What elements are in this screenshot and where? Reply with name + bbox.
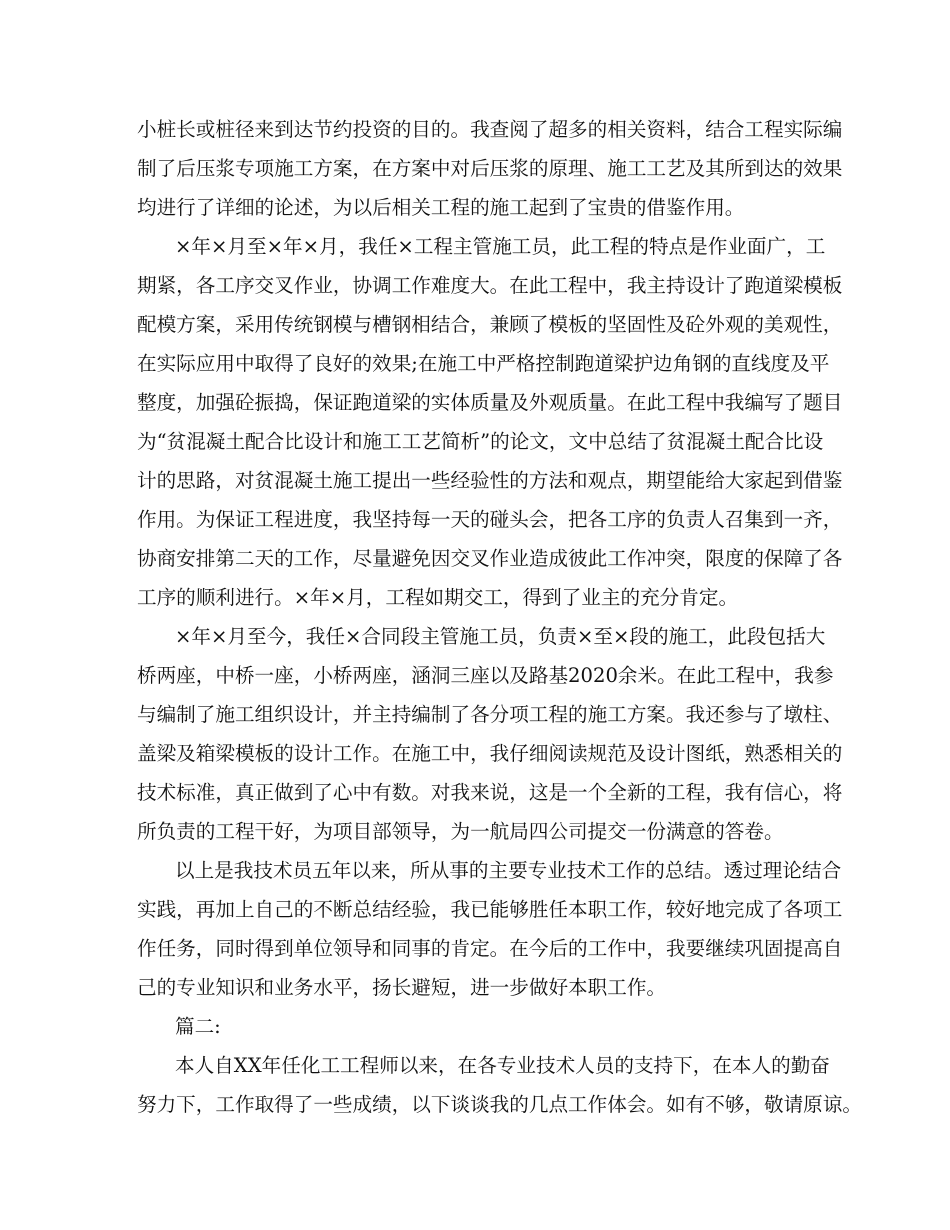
text-line: 以上是我技术员五年以来，所从事的主要专业技术工作的总结。透过理论结合 xyxy=(175,859,842,882)
text-line: 桥两座，中桥一座，小桥两座，涵洞三座以及路基2020余米。在此工程中，我参 xyxy=(137,664,834,687)
text-line: 努力下，工作取得了一些成绩，以下谈谈我的几点工作体会。如有不够，敬请原谅。 xyxy=(137,1093,862,1116)
text-line: 整度，加强砼振捣，保证跑道梁的实体质量及外观质量。在此工程中我编写了题目 xyxy=(137,391,843,414)
text-line: 本人自XX年任化工工程师以来，在各专业技术人员的支持下，在本人的勤奋 xyxy=(175,1054,830,1077)
section-heading: 篇二: xyxy=(175,1015,221,1038)
text-line: 与编制了施工组织设计，并主持编制了各分项工程的施工方案。我还参与了墩柱、 xyxy=(137,703,843,726)
text-line: 小桩长或桩径来到达节约投资的目的。我查阅了超多的相关资料，结合工程实际编 xyxy=(137,118,843,141)
text-line: 作用。为保证工程进度，我坚持每一天的碰头会，把各工序的负责人召集到一齐， xyxy=(137,508,843,531)
text-line: 制了后压浆专项施工方案，在方案中对后压浆的原理、施工工艺及其所到达的效果 xyxy=(137,157,843,180)
text-line: 己的专业知识和业务水平，扬长避短，进一步做好本职工作。 xyxy=(137,976,667,999)
text-line: 协商安排第二天的工作，尽量避免因交叉作业造成彼此工作冲突，限度的保障了各 xyxy=(137,547,843,570)
text-line: 配模方案，采用传统钢模与槽钢相结合，兼顾了模板的坚固性及砼外观的美观性， xyxy=(137,313,843,336)
text-line: ×年×月至×年×月，我任×工程主管施工员，此工程的特点是作业面广，工 xyxy=(175,235,826,258)
text-line: 为“贫混凝土配合比设计和施工工艺简析”的论文，文中总结了贫混凝土配合比设 xyxy=(137,430,824,453)
text-line: 期紧，各工序交叉作业，协调工作难度大。在此工程中，我主持设计了跑道梁模板 xyxy=(137,274,843,297)
text-line: 作任务，同时得到单位领导和同事的肯定。在今后的工作中，我要继续巩固提高自 xyxy=(137,937,843,960)
text-line: 所负责的工程干好，为项目部领导，为一航局四公司提交一份满意的答卷。 xyxy=(137,820,784,843)
text-line: 盖梁及箱梁模板的设计工作。在施工中，我仔细阅读规范及设计图纸，熟悉相关的 xyxy=(137,742,843,765)
text-line: 计的思路，对贫混凝土施工提出一些经验性的方法和观点，期望能给大家起到借鉴 xyxy=(137,469,843,492)
text-line: 实践，再加上自己的不断总结经验，我已能够胜任本职工作，较好地完成了各项工 xyxy=(137,898,843,921)
text-line: 技术标准，真正做到了心中有数。对我来说，这是一个全新的工程，我有信心，将 xyxy=(137,781,843,804)
text-line: 均进行了详细的论述，为以后相关工程的施工起到了宝贵的借鉴作用。 xyxy=(137,196,745,219)
text-line: 在实际应用中取得了良好的效果;在施工中严格控制跑道梁护边角钢的直线度及平 xyxy=(137,352,830,375)
text-line: ×年×月至今，我任×合同段主管施工员，负责×至×段的施工，此段包括大 xyxy=(175,625,826,648)
text-line: 工序的顺利进行。×年×月，工程如期交工，得到了业主的充分肯定。 xyxy=(137,586,739,609)
